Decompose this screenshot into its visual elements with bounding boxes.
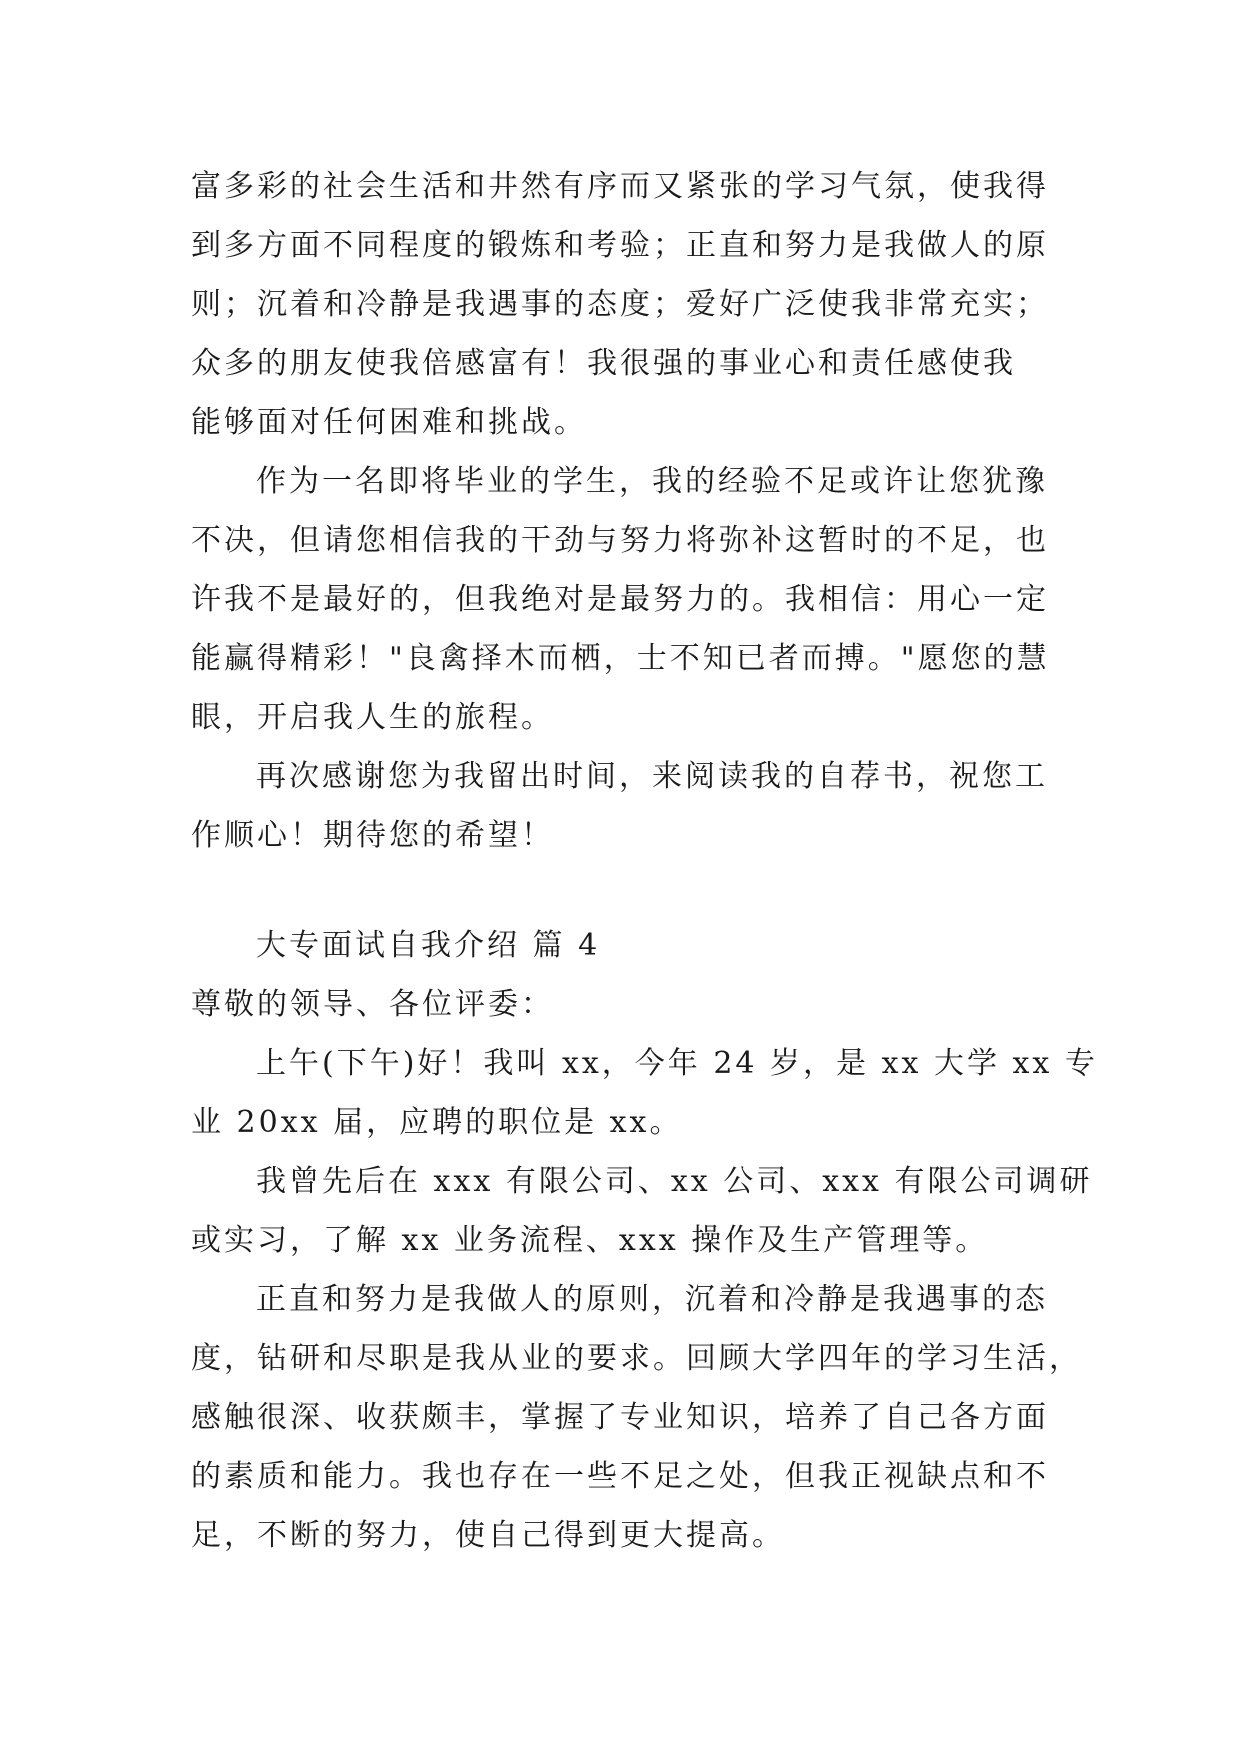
paragraph-line: 眼，开启我人生的旅程。 bbox=[191, 700, 554, 735]
paragraph-line: 作顺心！期待您的希望！ bbox=[191, 818, 554, 853]
paragraph-line: 上午(下午)好！我叫 xx，今年 24 岁，是 xx 大学 xx 专 bbox=[256, 1046, 1098, 1081]
paragraph-line: 能赢得精彩！"良禽择木而栖，士不知已者而搏。"愿您的慧 bbox=[191, 641, 1050, 676]
salutation: 尊敬的领导、各位评委： bbox=[191, 987, 554, 1022]
paragraph-line: 则；沉着和冷静是我遇事的态度；爱好广泛使我非常充实； bbox=[191, 287, 1049, 322]
paragraph-line: 的素质和能力。我也存在一些不足之处，但我正视缺点和不 bbox=[191, 1459, 1049, 1494]
paragraph-line: 再次感谢您为我留出时间，来阅读我的自荐书，祝您工 bbox=[256, 759, 1048, 794]
paragraph-line: 我曾先后在 xxx 有限公司、xx 公司、xxx 有限公司调研 bbox=[256, 1164, 1093, 1199]
paragraph-line: 能够面对任何困难和挑战。 bbox=[191, 405, 587, 440]
paragraph-line: 富多彩的社会生活和井然有序而又紧张的学习气氛，使我得 bbox=[191, 169, 1049, 204]
paragraph-line: 足，不断的努力，使自己得到更大提高。 bbox=[191, 1518, 785, 1553]
paragraph-line: 度，钻研和尽职是我从业的要求。回顾大学四年的学习生活， bbox=[191, 1341, 1082, 1376]
paragraph-line: 正直和努力是我做人的原则，沉着和冷静是我遇事的态 bbox=[256, 1282, 1048, 1317]
paragraph-line: 许我不是最好的，但我绝对是最努力的。我相信：用心一定 bbox=[191, 582, 1049, 617]
paragraph-line: 到多方面不同程度的锻炼和考验；正直和努力是我做人的原 bbox=[191, 228, 1049, 263]
paragraph-line: 作为一名即将毕业的学生，我的经验不足或许让您犹豫 bbox=[256, 464, 1048, 499]
paragraph-line: 不决，但请您相信我的干劲与努力将弥补这暂时的不足，也 bbox=[191, 523, 1049, 558]
section-title: 大专面试自我介绍 篇 4 bbox=[256, 928, 601, 963]
paragraph-line: 众多的朋友使我倍感富有！我很强的事业心和责任感使我 bbox=[191, 346, 1016, 381]
paragraph-line: 或实习，了解 xx 业务流程、xxx 操作及生产管理等。 bbox=[191, 1223, 989, 1258]
paragraph-line: 业 20xx 届，应聘的职位是 xx。 bbox=[191, 1105, 683, 1140]
paragraph-line: 感触很深、收获颇丰，掌握了专业知识，培养了自己各方面 bbox=[191, 1400, 1049, 1435]
